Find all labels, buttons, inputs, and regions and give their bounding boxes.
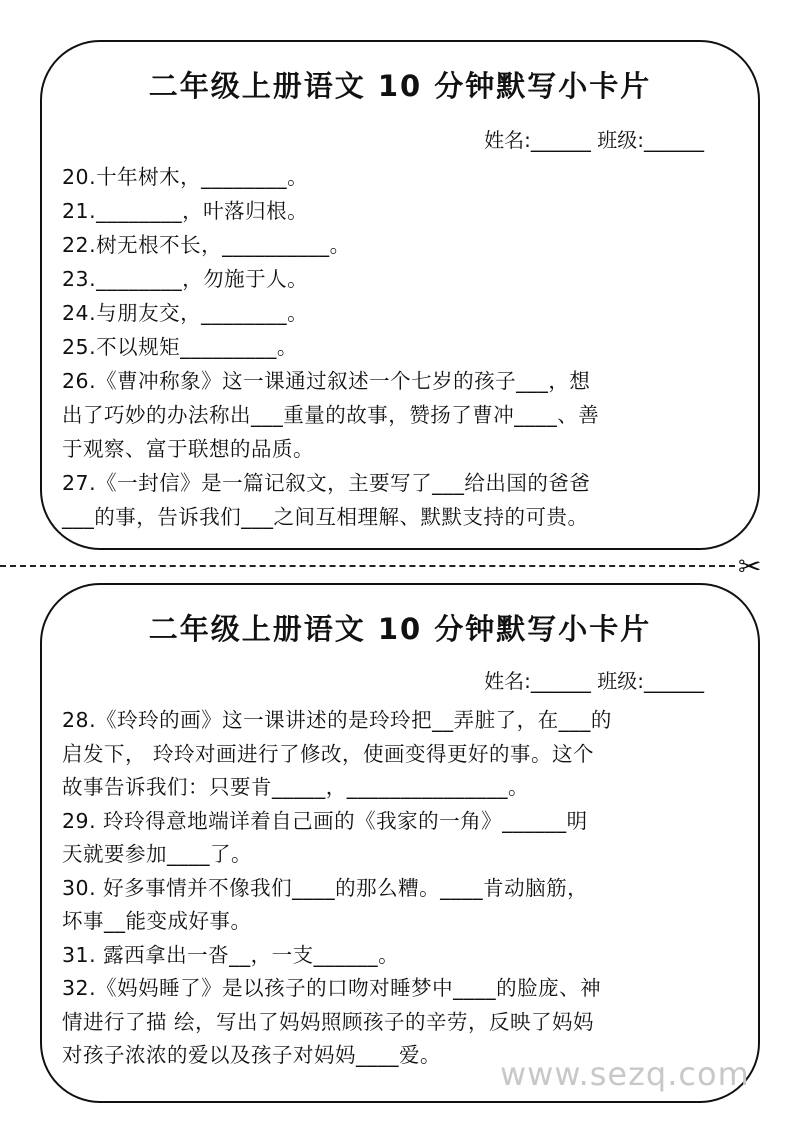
scissors-icon: ✂ (738, 550, 762, 583)
question-line: 29. 玲玲得意地端详着自己画的《我家的一角》______明 (62, 808, 588, 833)
question-line: 30. 好多事情并不像我们____的那么糟。____肯动脑筋， (62, 875, 589, 900)
question-line: 31. 露西拿出一沓__，一支______。 (62, 942, 400, 967)
question-line: 26.《曹冲称象》这一课通过叙述一个七岁的孩子___，想 (62, 369, 591, 393)
name-class-row: 姓名:______ 班级:______ (484, 669, 704, 693)
question-line: 20.十年树木，________。 (62, 165, 309, 189)
question-line: 27.《一封信》是一篇记叙文，主要写了___给出国的爸爸 (62, 471, 591, 495)
question-line: 21.________，叶落归根。 (62, 199, 309, 223)
question-line: 对孩子浓浓的爱以及孩子对妈妈____爱。 (62, 1043, 441, 1067)
question-line: 启发下， 玲玲对画进行了修改，使画变得更好的事。这个 (62, 741, 595, 766)
card-top (40, 40, 760, 550)
question-line: 出了巧妙的办法称出___重量的故事，赞扬了曹冲____、善 (62, 403, 600, 427)
name-class-row: 姓名:______ 班级:______ (484, 128, 704, 152)
question-line: 22.树无根不长，__________。 (62, 233, 351, 257)
question-line: 天就要参加____了。 (62, 842, 252, 866)
question-line: 故事告诉我们：只要肯_____，_______________。 (62, 775, 529, 799)
question-line: ___的事，告诉我们___之间互相理解、默默支持的可贵。 (62, 505, 589, 529)
question-line: 24.与朋友交，________。 (62, 301, 309, 325)
question-line: 28.《玲玲的画》这一课讲述的是玲玲把__弄脏了，在___的 (62, 708, 612, 732)
card-title: 二年级上册语文 10 分钟默写小卡片 (148, 612, 652, 646)
question-line: 25.不以规矩_________。 (62, 335, 298, 359)
cut-line (0, 565, 735, 567)
card-title: 二年级上册语文 10 分钟默写小卡片 (148, 69, 652, 103)
question-line: 于观察、富于联想的品质。 (62, 437, 314, 461)
question-line: 坏事__能变成好事。 (62, 909, 252, 933)
question-line: 32.《妈妈睡了》是以孩子的口吻对睡梦中____的脸庞、神 (62, 976, 602, 1000)
watermark: www.sezq.com (500, 1055, 750, 1093)
question-line: 情进行了描 绘，写出了妈妈照顾孩子的辛劳，反映了妈妈 (62, 1009, 595, 1034)
card-bottom (40, 583, 760, 1103)
question-line: 23.________，勿施于人。 (62, 267, 309, 291)
